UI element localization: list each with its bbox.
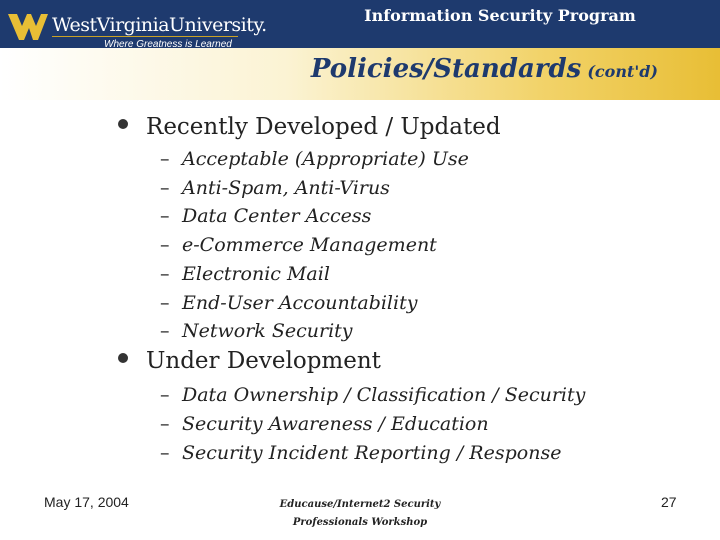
list-item: – Data Ownership / Classification / Security	[160, 384, 586, 406]
section-heading: Recently Developed / Updated	[118, 114, 501, 140]
section-heading: Under Development	[118, 348, 381, 374]
slide-title-suffix: (cont'd)	[587, 62, 658, 81]
dash-marker: –	[160, 442, 170, 464]
dash-marker: –	[160, 384, 170, 406]
dash-marker: –	[160, 177, 170, 199]
logo-divider	[52, 36, 238, 37]
list-item: – Anti-Spam, Anti-Virus	[160, 177, 390, 199]
bullet-dot-icon	[118, 119, 128, 129]
footer-date: May 17, 2004	[44, 494, 129, 510]
dash-marker: –	[160, 413, 170, 435]
list-item: – End-User Accountability	[160, 292, 418, 314]
slide-title-main: Policies/Standards	[310, 54, 582, 84]
list-item: – Security Incident Reporting / Response	[160, 442, 562, 464]
list-item: – e-Commerce Management	[160, 234, 437, 256]
footer-event-line1: Educause/Internet2 Security	[279, 499, 441, 510]
list-item: – Acceptable (Appropriate) Use	[160, 148, 469, 170]
dash-marker: –	[160, 292, 170, 314]
list-item: – Data Center Access	[160, 205, 372, 227]
footer-event	[220, 496, 500, 532]
university-tagline: Where Greatness is Learned	[104, 39, 232, 50]
university-name: WestVirginiaUniversity.	[52, 14, 267, 36]
dash-marker: –	[160, 148, 170, 170]
program-title: Information Security Program	[364, 6, 636, 25]
flying-wv-logo-icon	[8, 14, 48, 44]
page-number: 27	[661, 494, 677, 510]
dash-marker: –	[160, 234, 170, 256]
slide-title	[311, 54, 658, 84]
list-item: – Security Awareness / Education	[160, 413, 489, 435]
dash-marker: –	[160, 205, 170, 227]
bullet-dot-icon	[118, 353, 128, 363]
wvu-logo	[8, 12, 267, 58]
footer-event-line2: Professionals Workshop	[292, 517, 428, 528]
dash-marker: –	[160, 263, 170, 285]
dash-marker: –	[160, 320, 170, 342]
list-item: – Electronic Mail	[160, 263, 330, 285]
list-item: – Network Security	[160, 320, 353, 342]
